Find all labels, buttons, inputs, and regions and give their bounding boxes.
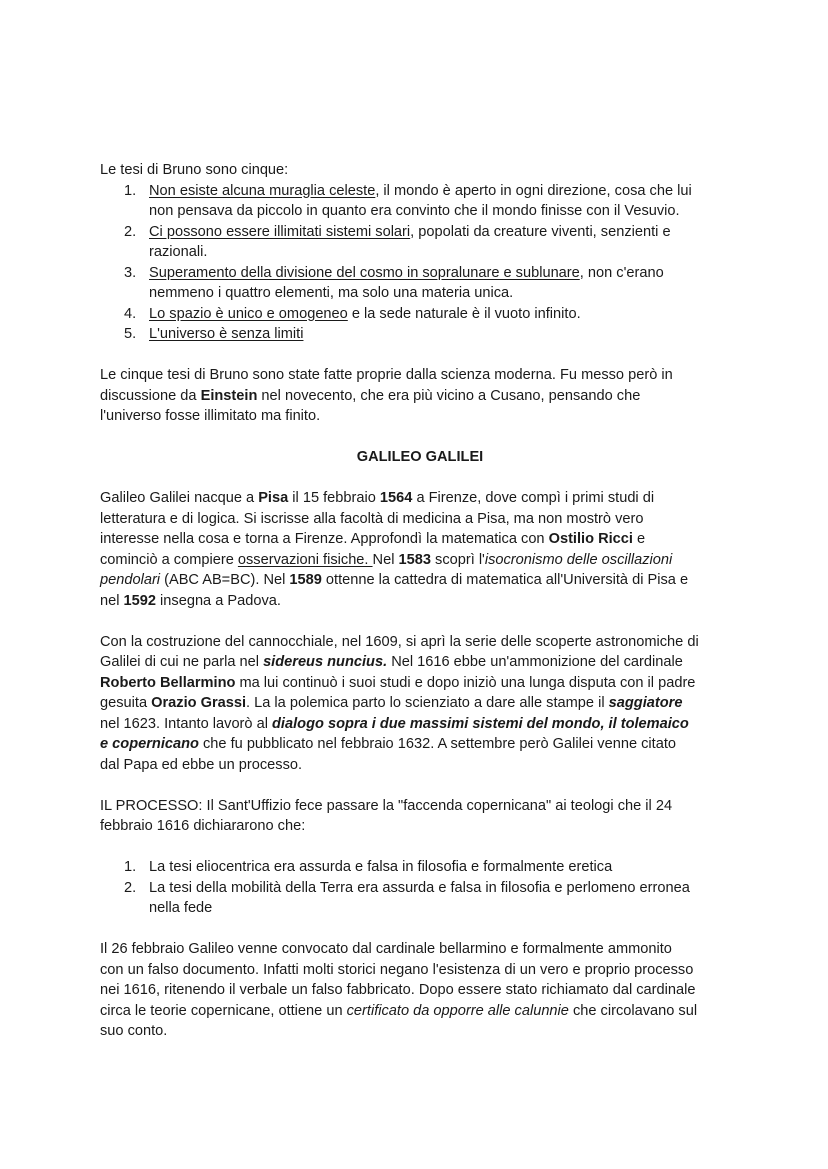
list-item: 1. La tesi eliocentrica era assurda e falsa in filosofia e formalmente eretica bbox=[124, 859, 613, 875]
paragraph-biography: Galileo Galilei nacque a Pisa il 15 febbraio 1564 a Firenze, dove compì i primi studi di letteratura e di logica. Si iscrisse alla facoltà di medicina a Pisa, ma non mostrò vero interesse nella cosa e torna a Firenze. Approfondì la matematica con Ostilio Ricci e cominciò a compiere osservazioni fisiche. Nel 1583 scoprì l'isocronismo delle oscillazioni pendolari (ABC AB=BC). Nel 1589 ottenne la cattedra di matematica all'Università di Pisa e nel 1592 insegna a Padova. bbox=[100, 490, 689, 609]
list-item: 5. L'universo è senza limiti bbox=[124, 326, 304, 342]
paragraph-process: IL PROCESSO: Il Sant'Uffizio fece passare la "faccenda copernicana" ai teologi che il 24 febbraio 1616 dichiararono che: bbox=[100, 797, 673, 834]
section-title: GALILEO GALILEI bbox=[356, 449, 484, 465]
process-declarations-list bbox=[100, 857, 740, 919]
paragraph-telescope: Con la costruzione del cannocchiale, nel 1609, si aprì la serie delle scoperte astronomiche di Galilei di cui ne parla nel sidereus nuncius. Nel 1616 ebbe un'ammonizione del cardinale Roberto Bellarmino ma lui continuò i suoi studi e dopo iniziò una lunga disputa con il padre gesuita Orazio Grassi. La la polemica parto lo scienziato a dare alle stampe il saggiatore nel 1623. Intanto lavorò al dialogo sopra i due massimi sistemi del mondo, il tolemaico e copernicano che fu pubblicato nel febbraio 1632. A settembre però Galilei venne citato dal Papa ed ebbe un processo. bbox=[100, 633, 699, 773]
list-item: 2. Ci possono essere illimitati sistemi solari, popolati da creature viventi, senzienti e razionali. bbox=[124, 223, 671, 260]
list-item: 3. Superamento della divisione del cosmo in sopralunare e sublunare, non c'erano nemmeno i quattro elementi, ma solo una materia unica. bbox=[124, 264, 664, 301]
document-body bbox=[100, 160, 740, 1042]
paragraph-modern-science: Le cinque tesi di Bruno sono state fatte proprie dalla scienza moderna. Fu messo però in discussione da Einstein nel novecento, che era più vicino a Cusano, pensando che l'universo fosse illimitato ma finito. bbox=[100, 367, 673, 424]
intro-line: Le tesi di Bruno sono cinque: bbox=[100, 162, 289, 178]
paragraph-final: Il 26 febbraio Galileo venne convocato dal cardinale bellarmino e formalmente ammonito con un falso documento. Infatti molti storici negano l'esistenza di un vero e proprio processo nei 1616, ritenendo il verbale un falso fabbricato. Dopo essere stato richiamato dal cardinale circa le teorie copernicane, ottiene un certificato da opporre alle calunnie che circolavano sul suo conto. bbox=[100, 941, 698, 1039]
list-item: 4. Lo spazio è unico e omogeneo e la sede naturale è il vuoto infinito. bbox=[124, 305, 581, 322]
bruno-theses-list bbox=[100, 181, 740, 345]
list-item: 2. La tesi della mobilità della Terra era assurda e falsa in filosofia e perlomeno erronea nella fede bbox=[124, 879, 690, 916]
list-item: 1. Non esiste alcuna muraglia celeste, il mondo è aperto in ogni direzione, cosa che lui non pensava da piccolo in quanto era convinto che il mondo finisse con il Vesuvio. bbox=[124, 182, 692, 219]
